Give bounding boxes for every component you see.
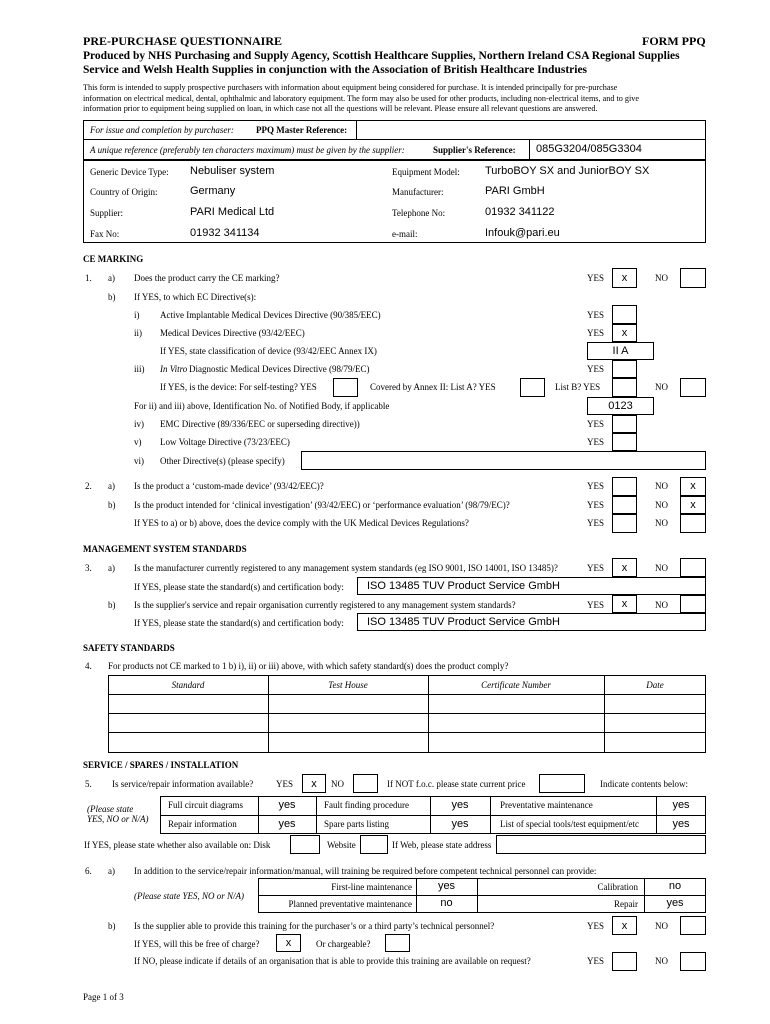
supplier-value[interactable]: PARI Medical Ltd (190, 206, 275, 218)
q3a-text: Is the manufacturer currently registered to any management system standards (eg ISO 9001, ISO 14001, ISO 13485)? (134, 563, 558, 573)
list-b-question: List B? YES (555, 382, 601, 392)
q5-price-label: If NOT f.o.c. please state current price (387, 779, 526, 789)
q2c-yes-box[interactable] (612, 514, 637, 533)
q6-ifno-yes-label: YES (587, 956, 605, 966)
notified-body-value: 0123 (608, 400, 633, 412)
q2b-no-label: NO (655, 500, 668, 510)
dir-ii-yes-label: YES (587, 328, 605, 338)
model-label: Equipment Model: (392, 167, 460, 177)
q6b-yes-mark: x (621, 920, 628, 932)
q3-number: 3. (85, 563, 92, 573)
free-mark: x (285, 937, 292, 949)
q4-number: 4. (85, 661, 92, 671)
mss-heading: MANAGEMENT SYSTEM STANDARDS (83, 544, 247, 554)
q3b-letter: b) (108, 600, 116, 610)
dir-iii-text: Diagnostic Medical Devices Directive (98/79/EC) (189, 364, 370, 374)
q3a-state-label: If YES, please state the standard(s) and certification body: (134, 582, 344, 592)
dir-iii-yes-box[interactable] (612, 360, 637, 378)
q2a-yes-box[interactable] (612, 477, 637, 496)
training-label: Planned preventative maintenance (288, 899, 412, 909)
q6-number: 6. (85, 866, 92, 876)
dir-iv-text: EMC Directive (89/336/EEC or superseding directive)) (160, 419, 360, 429)
dir-i-num: i) (134, 310, 140, 320)
other-directive-input[interactable] (301, 451, 706, 470)
notified-body-question: For ii) and iii) above, Identification No. of Notified Body, if applicable (134, 401, 390, 411)
training-label: Calibration (597, 882, 638, 892)
svc-item-label: List of special tools/test equipment/etc (500, 819, 639, 829)
q6-ifno-yes-box[interactable] (612, 952, 637, 971)
q1a-no-box[interactable] (680, 268, 706, 288)
svc-item-label: Preventative maintenance (500, 800, 593, 810)
manufacturer-label: Manufacturer: (392, 187, 444, 197)
form-title: PRE-PURCHASE QUESTIONNAIRE (83, 34, 283, 48)
q2b-no-mark: x (690, 499, 696, 511)
q1a-yes-label: YES (587, 273, 605, 283)
q3b-state-label: If YES, please state the standard(s) and certification body: (134, 618, 344, 628)
dir-v-yes-box[interactable] (612, 433, 637, 451)
svc-item-label: Repair information (168, 819, 237, 829)
dir-i-text: Active Implantable Medical Devices Directive (90/385/EEC) (160, 310, 381, 320)
q1a-yes-mark: x (621, 272, 628, 284)
svc-item-value[interactable]: yes (672, 818, 690, 830)
chargeable-label: Or chargeable? (316, 939, 371, 949)
selftest-question: If YES, is the device: For self-testing? YES (160, 382, 317, 392)
q3a-yes-label: YES (587, 563, 605, 573)
q3a-no-box[interactable] (680, 558, 706, 577)
generic-label: Generic Device Type: (90, 167, 169, 177)
dir-iii-yes-label: YES (587, 364, 605, 374)
please-state-2: YES, NO or N/A) (87, 814, 149, 824)
q5-no-label: NO (331, 779, 344, 789)
q2a-no-mark: x (690, 480, 696, 492)
model-value[interactable]: TurboBOY SX and JuniorBOY SX (485, 165, 650, 177)
website-box[interactable] (360, 835, 388, 854)
q6-ifno-no-label: NO (655, 956, 668, 966)
q3b-text: Is the supplier's service and repair organisation currently registered to any management system standards? (134, 600, 516, 610)
producer-line-1: Produced by NHS Purchasing and Supply Agency, Scottish Healthcare Supplies, Northern Ireland CSA Regional Supplies (83, 50, 680, 62)
form-code: FORM PPQ (642, 34, 706, 48)
q3b-no-box[interactable] (680, 595, 706, 613)
supplier-note: A unique reference (preferably ten characters maximum) must be given by the supplier: (90, 145, 405, 155)
training-value[interactable]: yes (666, 897, 684, 909)
q3a-standard-value: ISO 13485 TUV Product Service GmbH (367, 580, 560, 592)
service-heading: SERVICE / SPARES / INSTALLATION (83, 760, 239, 770)
purchaser-note: For issue and completion by purchaser: (90, 125, 234, 135)
dir-iii-num: iii) (134, 364, 145, 374)
please-state-1: (Please state (87, 804, 134, 814)
col-date: Date (646, 680, 664, 690)
q2a-text: Is the product a ‘custom-made device’ (93/42/EEC)? (134, 481, 324, 491)
please-state-6: (Please state YES, NO or N/A) (134, 891, 244, 901)
avail-disk-label: If YES, please state whether also available on: Disk (84, 840, 271, 850)
q5-no-box[interactable] (353, 774, 378, 793)
dir-iv-num: iv) (134, 419, 144, 429)
list-b-yes-box[interactable] (612, 378, 637, 397)
supplier-ref-label: Supplier's Reference: (433, 145, 516, 155)
dir-iii-text-italic: In Vitro (160, 364, 188, 374)
col-certificate: Certificate Number (481, 680, 551, 690)
q6b-no-label: NO (655, 921, 668, 931)
dir-ii-num: ii) (134, 328, 142, 338)
q2c-no-box[interactable] (680, 514, 706, 533)
q3b-standard-value: ISO 13485 TUV Product Service GmbH (367, 616, 560, 628)
indicate-label: Indicate contents below: (600, 779, 688, 789)
q2-number: 2. (85, 481, 92, 491)
website-label: Website (327, 840, 356, 850)
dir-i-yes-label: YES (587, 310, 605, 320)
svc-item-value[interactable]: yes (278, 818, 296, 830)
q3b-yes-mark: x (621, 598, 628, 610)
intro-line-3: information prior to equipment being supplied on loan, in which case not all the questions will be relevant. Please ensure all relevant questions are answered. (83, 104, 598, 113)
disk-box[interactable] (290, 835, 320, 854)
list-a-yes-box[interactable] (520, 378, 545, 397)
web-address-label: If Web, please state address (392, 840, 492, 850)
q4-text: For products not CE marked to 1 b) i), ii) or iii) above, with which safety standard(s) does the product comply? (108, 661, 509, 671)
dir-v-text: Low Voltage Directive (73/23/EEC) (160, 437, 290, 447)
ce-heading: CE MARKING (83, 254, 144, 264)
selftest-yes-box[interactable] (333, 378, 358, 397)
q2b-letter: b) (108, 500, 116, 510)
q6a-text: In addition to the service/repair information/manual, will training be required before competent technical personnel can provide: (134, 866, 597, 876)
svc-item-value[interactable]: yes (451, 799, 469, 811)
q1b-text: If YES, to which EC Directive(s): (134, 292, 257, 302)
q3a-no-label: NO (655, 563, 668, 573)
q5-price-input[interactable] (539, 774, 585, 793)
fax-value[interactable]: 01932 341134 (190, 227, 260, 239)
q2c-text: If YES to a) or b) above, does the device comply with the UK Medical Devices Regulations? (134, 518, 469, 528)
svc-item-value[interactable]: yes (451, 818, 469, 830)
q6-ifno-text: If NO, please indicate if details of an organisation that is able to provide this training are available on request? (134, 956, 531, 966)
free-label: If YES, will this be free of charge? (134, 939, 260, 949)
q6b-text: Is the supplier able to provide this training for the purchaser’s or a third party’s technical personnel? (134, 921, 495, 931)
ppq-reference-input[interactable] (356, 120, 706, 140)
classification-value: II A (612, 345, 629, 357)
q1a-no-label: NO (655, 273, 668, 283)
q6b-no-box[interactable] (680, 916, 706, 935)
training-value[interactable]: yes (437, 880, 456, 892)
q2a-letter: a) (108, 481, 115, 491)
svc-item-value[interactable]: yes (672, 799, 690, 811)
dir-vi-num: vi) (134, 456, 144, 466)
q5-yes-mark: x (311, 778, 317, 790)
email-label: e-mail: (392, 229, 418, 239)
origin-value[interactable]: Germany (190, 185, 236, 197)
svc-item-label: Fault finding procedure (324, 800, 409, 810)
svc-item-label: Full circuit diagrams (168, 800, 243, 810)
q2b-text: Is the product intended for ‘clinical investigation’ (93/42/EEC) or ‘performance evaluation’ (98/79/EC)? (134, 500, 510, 510)
training-value[interactable]: no (668, 880, 682, 892)
q3b-no-label: NO (655, 600, 668, 610)
manufacturer-value[interactable]: PARI GmbH (485, 185, 545, 197)
classification-question: If YES, state classification of device (93/42/EEC Annex IX) (160, 346, 377, 356)
col-standard: Standard (171, 680, 205, 690)
intro-line-2: information on electrical medical, dental, ophthalmic and laboratory equipment. The form may also be used for other products, including non-electrical items, and to give (83, 94, 639, 103)
telephone-label: Telephone No: (392, 208, 446, 218)
q5-yes-label: YES (276, 779, 294, 789)
dir-iv-yes-box[interactable] (612, 415, 637, 433)
dir-iv-yes-label: YES (587, 419, 605, 429)
q2b-yes-box[interactable] (612, 496, 637, 514)
q2c-yes-label: YES (587, 518, 605, 528)
q6a-letter: a) (108, 866, 115, 876)
dir-ii-yes-mark: x (621, 327, 628, 339)
dir-i-yes-box[interactable] (612, 305, 637, 324)
svc-item-label: Spare parts listing (324, 819, 389, 829)
q6-ifno-no-box[interactable] (680, 952, 706, 971)
intro-line-1: This form is intended to supply prospective purchasers with information about equipment being considered for purchase. It is intended principally for pre-purchase (83, 83, 618, 92)
dir-vi-text: Other Directive(s) (please specify) (160, 456, 285, 466)
q1b-letter: b) (108, 292, 116, 302)
q2b-yes-label: YES (587, 500, 605, 510)
dir-v-num: v) (134, 437, 142, 447)
q2a-no-label: NO (655, 481, 668, 491)
dir-ii-text: Medical Devices Directive (93/42/EEC) (160, 328, 305, 338)
q5-number: 5. (85, 779, 92, 789)
q3b-yes-label: YES (587, 600, 605, 610)
ppq-label: PPQ Master Reference: (256, 125, 348, 135)
producer-line-2: Service and Welsh Health Supplies in conjunction with the Association of British Healthcare Industries (83, 64, 588, 76)
q5-text: Is service/repair information available? (112, 779, 254, 789)
supplier-label: Supplier: (90, 208, 123, 218)
list-b-no-label: NO (655, 382, 668, 392)
q6b-letter: b) (108, 921, 116, 931)
q2a-yes-label: YES (587, 481, 605, 491)
list-b-no-box[interactable] (680, 378, 706, 397)
svc-item-value[interactable]: yes (278, 799, 296, 811)
q6b-yes-label: YES (587, 921, 605, 931)
q3a-yes-mark: x (621, 562, 628, 574)
q1a-text: Does the product carry the CE marking? (134, 273, 280, 283)
fax-label: Fax No: (90, 229, 120, 239)
email-value[interactable]: Infouk@pari.eu (485, 227, 560, 239)
origin-label: Country of Origin: (90, 187, 158, 197)
annex-question: Covered by Annex II: List A? YES (370, 382, 496, 392)
q3a-letter: a) (108, 563, 115, 573)
page-number: Page 1 of 3 (83, 992, 124, 1002)
generic-value[interactable]: Nebuliser system (190, 165, 275, 177)
chargeable-box[interactable] (385, 934, 410, 952)
q2c-no-label: NO (655, 518, 668, 528)
web-address-input[interactable] (496, 835, 706, 854)
q1-number: 1. (85, 273, 92, 283)
safety-heading: SAFETY STANDARDS (83, 643, 175, 653)
col-test-house: Test House (328, 680, 368, 690)
supplier-reference-value: 085G3204/085G3304 (536, 143, 642, 155)
telephone-value[interactable]: 01932 341122 (485, 206, 555, 218)
training-label: Repair (614, 899, 638, 909)
training-label: First-line maintenance (331, 882, 412, 892)
dir-v-yes-label: YES (587, 437, 605, 447)
training-value[interactable]: no (440, 897, 453, 909)
q1a-letter: a) (108, 273, 115, 283)
